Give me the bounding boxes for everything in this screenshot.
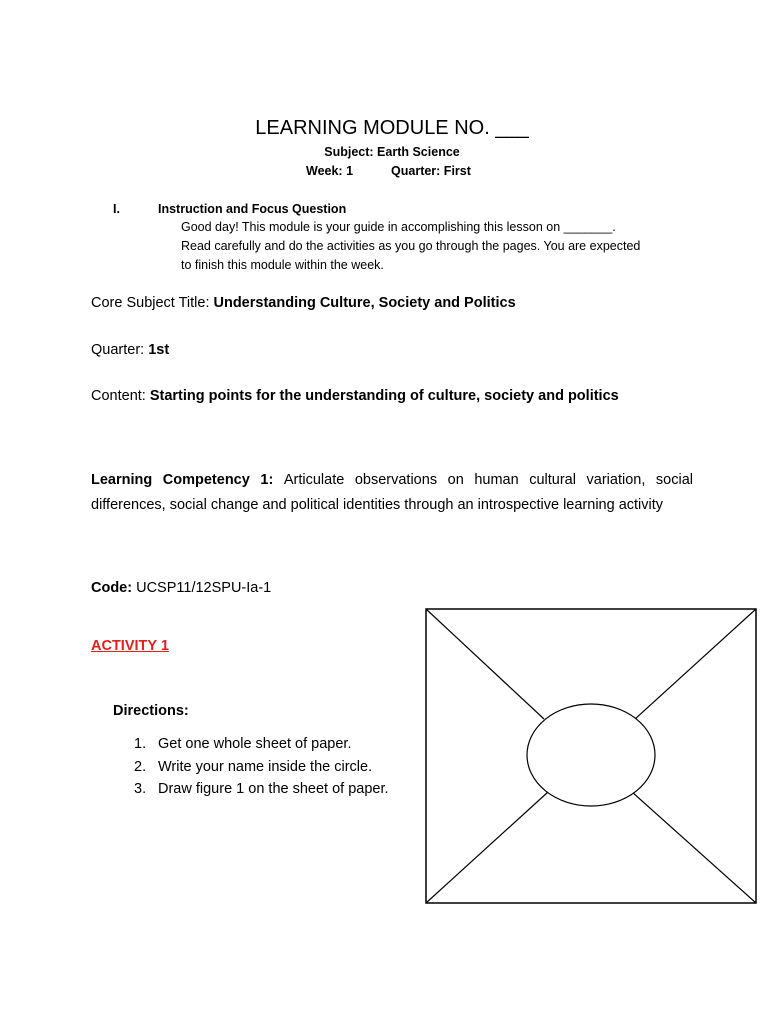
intro-line-3: to finish this module within the week. xyxy=(181,258,384,272)
step-number: 3. xyxy=(134,781,147,797)
list-item xyxy=(134,778,389,801)
content-value: Starting points for the understanding of culture, society and politics xyxy=(149,388,619,404)
subject-line: Subject: Earth Science xyxy=(324,145,460,159)
step-number: 1. xyxy=(134,736,147,752)
quarter-label: Quarter: First xyxy=(391,164,471,178)
core-subject-label: Core Subject Title: xyxy=(91,295,214,311)
section-number: I. xyxy=(113,202,120,216)
step-text: Draw figure 1 on the sheet of paper. xyxy=(158,781,389,797)
content-field xyxy=(91,386,619,406)
intro-line-2: Read carefully and do the activities as you go through the pages. You are expected xyxy=(181,239,641,253)
quarter-field-label: Quarter: xyxy=(91,342,149,358)
figure-1-diagram xyxy=(422,605,760,907)
section-heading: Instruction and Focus Question xyxy=(158,202,347,216)
name-circle xyxy=(527,704,655,806)
week-label: Week: 1 xyxy=(306,164,354,178)
module-title: LEARNING MODULE NO. ___ xyxy=(255,117,529,139)
competency-label: Learning Competency 1: xyxy=(91,472,284,488)
step-text: Write your name inside the circle. xyxy=(158,758,373,775)
competency-text: Articulate observations on human cultural variation, social differences, social change and political identities through an introspective learning activity xyxy=(91,472,693,513)
list-item xyxy=(134,733,389,756)
list-item xyxy=(134,756,389,779)
core-subject-value: Understanding Culture, Society and Politics xyxy=(213,295,516,311)
code-value: UCSP11/12SPU-Ia-1 xyxy=(136,580,272,596)
code-field xyxy=(91,578,271,598)
week-quarter-line xyxy=(306,162,471,180)
core-subject-title xyxy=(91,293,516,313)
quarter-field xyxy=(91,340,169,360)
code-label: Code: xyxy=(91,580,137,596)
intro-line-1: Good day! This module is your guide in accomplishing this lesson on _______. xyxy=(181,220,616,234)
quarter-field-value: 1st xyxy=(148,342,170,358)
learning-competency xyxy=(91,468,693,517)
directions-label: Directions: xyxy=(113,703,189,719)
step-text: Get one whole sheet of paper. xyxy=(158,736,352,752)
step-number: 2. xyxy=(134,758,147,775)
directions-list xyxy=(134,733,389,801)
content-label: Content: xyxy=(91,388,150,404)
activity-title: ACTIVITY 1 xyxy=(91,638,169,654)
